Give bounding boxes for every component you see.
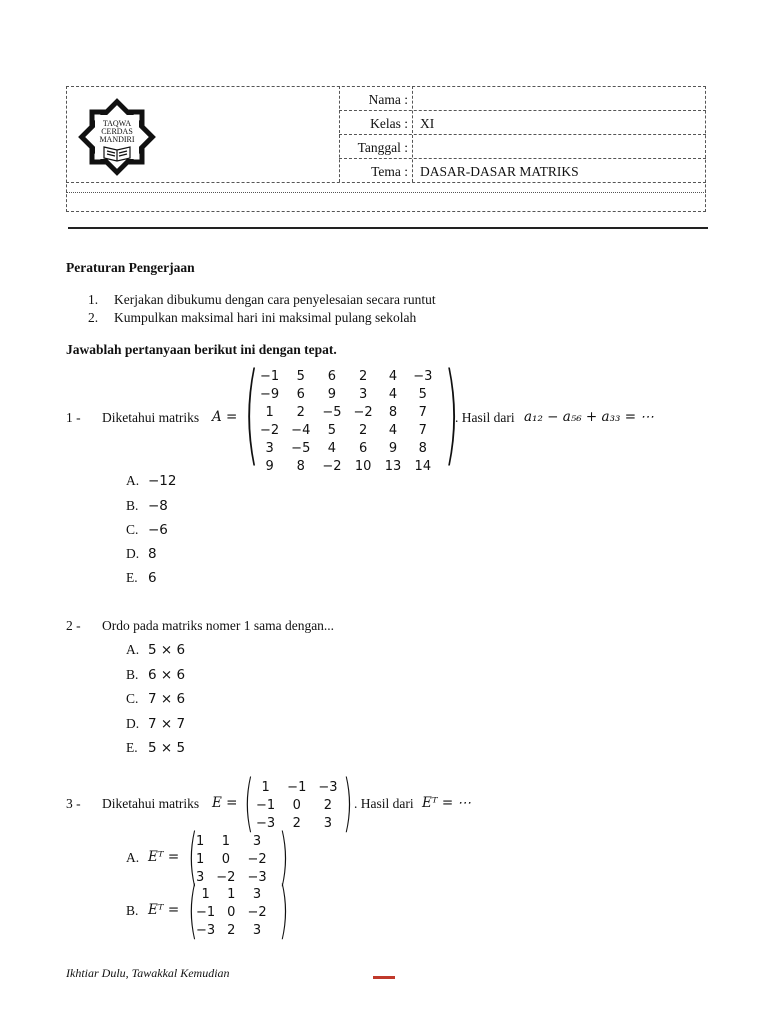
matrix-cell: 6 <box>296 387 305 402</box>
field-value-kelas[interactable]: XI <box>420 116 435 131</box>
matrix-cell: 3 <box>265 441 274 456</box>
matrix-cell: 4 <box>327 441 337 456</box>
header-row-line <box>339 134 706 135</box>
left-paren: ( <box>188 873 198 946</box>
option-item[interactable]: B. 6 × 6 <box>126 667 186 683</box>
matrix-cell: 3 <box>252 834 262 849</box>
matrix-row <box>254 368 438 386</box>
header-row-line <box>66 182 706 183</box>
left-paren: ( <box>188 820 198 893</box>
option-item[interactable]: C. −6 <box>126 522 168 538</box>
matrix-cell: 5 <box>327 423 337 438</box>
option-matrix <box>190 833 273 887</box>
matrix-cell: −2 <box>216 870 236 885</box>
matrix-cell: −2 <box>322 459 342 474</box>
right-paren: ) <box>279 873 289 946</box>
matrix-row <box>254 404 438 422</box>
matrix-cell: 5 <box>296 369 305 384</box>
matrix-cell: −2 <box>247 852 267 867</box>
header-divider-line <box>68 227 708 229</box>
matrix-row <box>254 422 438 440</box>
matrix-cell: 1 <box>201 887 210 902</box>
option-item[interactable]: A. 5 × 6 <box>126 642 186 658</box>
matrix-cell: −1 <box>196 905 216 920</box>
logo-text-1: TAQWA <box>102 119 132 128</box>
option-item[interactable]: D. 8 <box>126 546 157 562</box>
right-paren: ) <box>444 349 460 477</box>
question-number: 2 - <box>66 618 81 633</box>
matrix-cell: 8 <box>296 459 305 474</box>
question-number: 1 - <box>66 410 81 425</box>
matrix-cell: 0 <box>227 905 236 920</box>
matrix-a <box>254 368 438 476</box>
matrix-cell: −2 <box>247 905 267 920</box>
matrix-e <box>250 779 344 833</box>
matrix-cell: 9 <box>327 387 337 402</box>
footer-motto: Ikhtiar Dulu, Tawakkal Kemudian <box>66 966 230 980</box>
option-item[interactable]: E. 6 <box>126 570 157 586</box>
matrix-cell: 3 <box>358 387 368 402</box>
matrix-cell: 3 <box>196 870 205 885</box>
question-expression: a₁₂ − a₅₆ + a₃₃ = ⋯ <box>524 409 654 425</box>
matrix-cell: 2 <box>227 923 236 938</box>
option-matrix <box>190 886 273 940</box>
right-paren: ) <box>343 766 353 839</box>
left-paren: ( <box>244 766 254 839</box>
matrix-cell: 8 <box>388 405 398 420</box>
question-prefix: Diketahui matriks <box>102 410 200 425</box>
logo-text-3: MANDIRI <box>99 135 135 144</box>
field-label-nama: Nama : <box>368 92 408 107</box>
option-item[interactable]: D. 7 × 7 <box>126 716 186 732</box>
option-item[interactable]: C. 7 × 6 <box>126 691 186 707</box>
matrix-row <box>190 904 273 922</box>
matrix-cell: 1 <box>265 405 274 420</box>
matrix-cell: 13 <box>384 459 402 474</box>
option-variable: Eᵀ = <box>148 902 180 918</box>
logo-text-2: CERDAS <box>101 127 133 136</box>
matrix-cell: −4 <box>291 423 311 438</box>
matrix-cell: 3 <box>323 816 333 831</box>
header-row-line <box>66 192 706 193</box>
matrix-cell: −9 <box>260 387 280 402</box>
header-row-line <box>339 158 706 159</box>
matrix-cell: −1 <box>256 798 276 813</box>
rules-item: 2. Kumpulkan maksimal hari ini maksimal pulang sekolah <box>88 310 417 325</box>
matrix-cell: 2 <box>358 369 368 384</box>
matrix-cell: −5 <box>291 441 311 456</box>
school-logo <box>72 92 162 182</box>
matrix-cell: 14 <box>414 459 432 474</box>
rules-title: Peraturan Pengerjaan <box>66 260 195 275</box>
option-item[interactable]: E. 5 × 5 <box>126 740 186 756</box>
matrix-cell: −3 <box>413 369 433 384</box>
header-row-line <box>339 110 706 111</box>
matrix-cell: 3 <box>252 887 262 902</box>
matrix-cell: 1 <box>227 887 236 902</box>
matrix-cell: 2 <box>323 798 333 813</box>
question-number: 3 - <box>66 796 81 811</box>
matrix-row <box>190 851 273 869</box>
matrix-cell: 4 <box>388 423 398 438</box>
matrix-cell: −2 <box>353 405 373 420</box>
matrix-row <box>250 779 344 797</box>
matrix-row <box>190 886 273 904</box>
question-text: Ordo pada matriks nomer 1 sama dengan... <box>102 618 335 633</box>
field-label-tema: Tema : <box>371 164 408 179</box>
matrix-row <box>254 386 438 404</box>
matrix-cell: 6 <box>358 441 368 456</box>
option-item[interactable]: B. <box>126 903 139 918</box>
matrix-cell: 0 <box>292 798 301 813</box>
matrix-cell: −2 <box>260 423 280 438</box>
matrix-cell: −1 <box>287 780 307 795</box>
matrix-cell: 3 <box>252 923 262 938</box>
matrix-cell: 4 <box>388 387 398 402</box>
matrix-row <box>254 458 438 476</box>
matrix-cell: 6 <box>327 369 337 384</box>
option-variable: Eᵀ = <box>148 849 180 865</box>
matrix-cell: 1 <box>261 780 270 795</box>
question-prefix: Diketahui matriks <box>102 796 200 811</box>
footer-accent-mark <box>373 976 395 979</box>
rules-item: 1. Kerjakan dibukumu dengan cara penyelesaian secara runtut <box>88 292 436 307</box>
matrix-cell: −3 <box>196 923 216 938</box>
field-label-kelas: Kelas : <box>370 116 408 131</box>
matrix-cell: 1 <box>196 834 205 849</box>
matrix-cell: −3 <box>256 816 276 831</box>
matrix-cell: 7 <box>418 405 427 420</box>
matrix-row <box>190 833 273 851</box>
instruction-text: Jawablah pertanyaan berikut ini dengan tepat. <box>66 342 337 357</box>
question-expression: Eᵀ = ⋯ <box>422 795 471 811</box>
matrix-cell: 2 <box>358 423 368 438</box>
option-item[interactable]: A. <box>126 850 140 865</box>
option-item[interactable]: B. −8 <box>126 498 168 514</box>
matrix-cell: 10 <box>354 459 372 474</box>
matrix-cell: 2 <box>296 405 305 420</box>
matrix-row <box>250 797 344 815</box>
option-item[interactable]: A. −12 <box>126 473 177 489</box>
matrix-cell: 2 <box>292 816 301 831</box>
matrix-cell: 0 <box>221 852 230 867</box>
matrix-cell: −1 <box>260 369 280 384</box>
field-label-tanggal: Tanggal : <box>357 140 408 155</box>
right-paren: ) <box>279 820 289 893</box>
matrix-cell: −5 <box>322 405 342 420</box>
matrix-row <box>190 869 273 887</box>
left-paren: ( <box>244 349 260 477</box>
matrix-variable: E = <box>212 795 238 811</box>
matrix-variable: A = <box>212 409 238 425</box>
question-suffix: . Hasil dari <box>354 796 414 811</box>
matrix-cell: 1 <box>221 834 230 849</box>
question-suffix: . Hasil dari <box>455 410 515 425</box>
field-value-tema[interactable]: DASAR-DASAR MATRIKS <box>420 164 579 179</box>
matrix-row <box>254 440 438 458</box>
matrix-cell: 4 <box>388 369 398 384</box>
matrix-cell: −3 <box>247 870 267 885</box>
matrix-cell: 9 <box>388 441 398 456</box>
matrix-cell: 9 <box>265 459 274 474</box>
matrix-row <box>250 815 344 833</box>
matrix-cell: 7 <box>418 423 427 438</box>
matrix-row <box>190 922 273 940</box>
matrix-cell: −3 <box>318 780 338 795</box>
matrix-cell: 8 <box>418 441 427 456</box>
matrix-cell: 5 <box>418 387 427 402</box>
matrix-cell: 1 <box>196 852 205 867</box>
